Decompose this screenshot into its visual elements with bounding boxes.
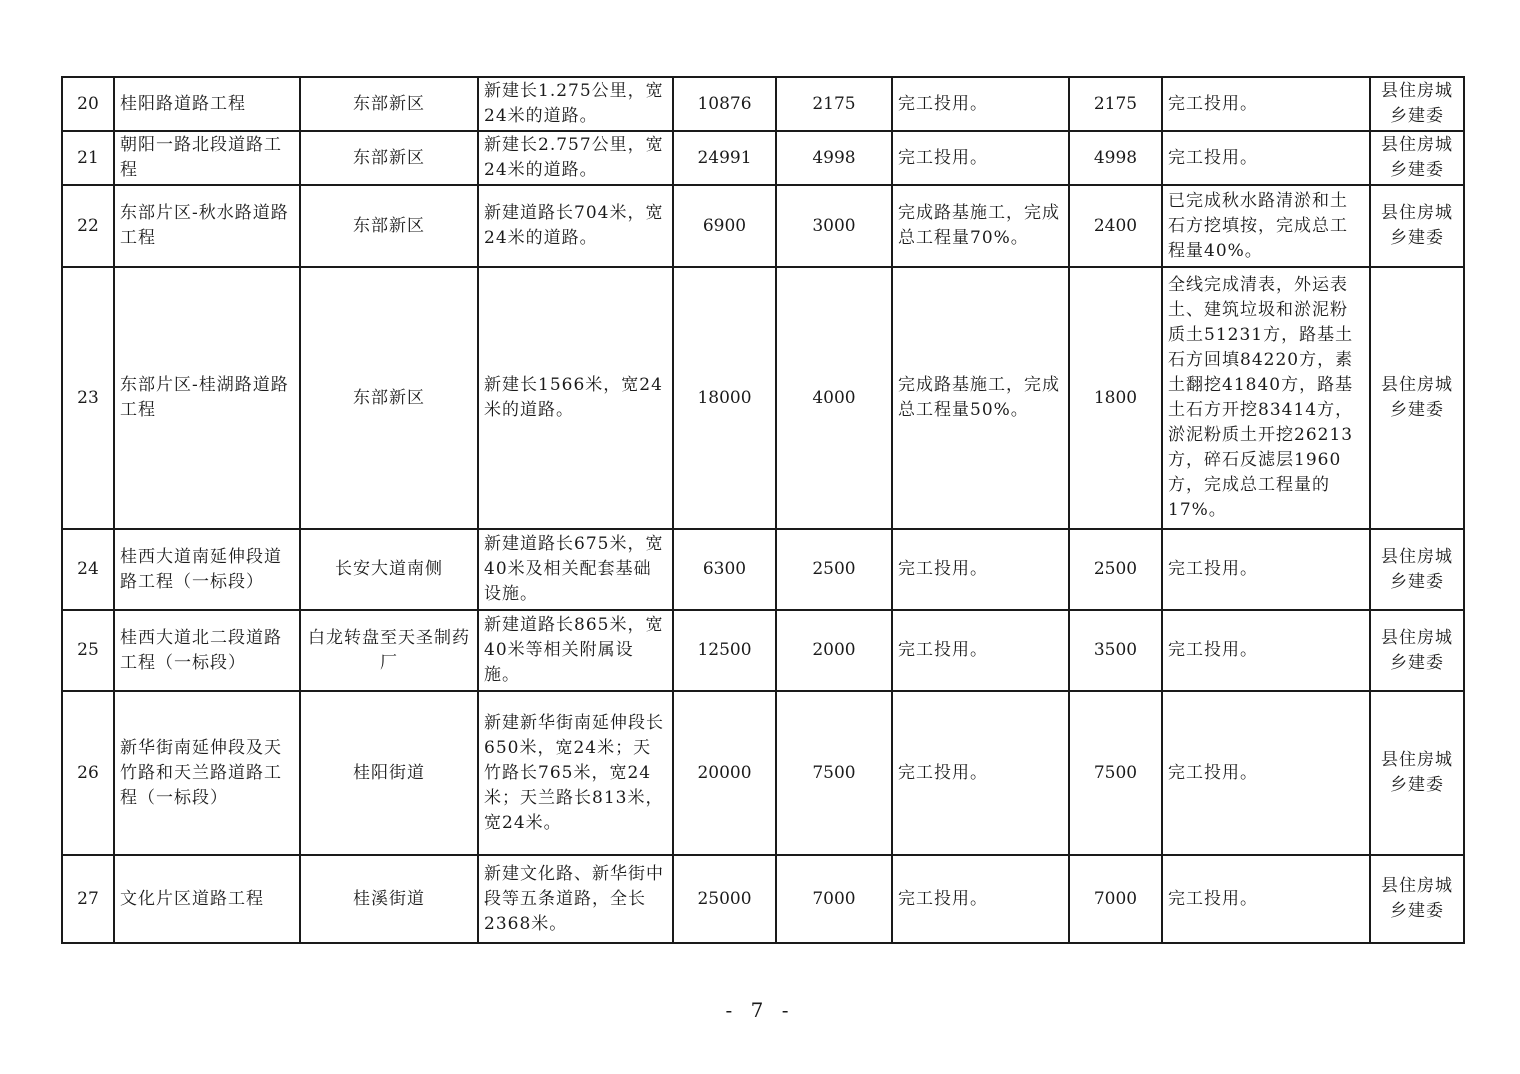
completed-investment: 7000 bbox=[1069, 855, 1162, 943]
construction-content: 新建道路长865米，宽40米等相关附属设施。 bbox=[478, 610, 673, 691]
total-investment: 18000 bbox=[673, 267, 776, 529]
project-name: 新华街南延伸段及天竹路和天兰路道路工程（一标段） bbox=[114, 691, 300, 855]
row-number: 20 bbox=[62, 77, 114, 131]
progress-description: 已完成秋水路清淤和土石方挖填按，完成总工程量40%。 bbox=[1162, 185, 1370, 267]
project-location: 东部新区 bbox=[300, 131, 478, 185]
progress-description: 完工投用。 bbox=[1162, 691, 1370, 855]
annual-plan: 7000 bbox=[776, 855, 892, 943]
project-name: 东部片区-秋水路道路工程 bbox=[114, 185, 300, 267]
project-location: 桂溪街道 bbox=[300, 855, 478, 943]
project-location: 东部新区 bbox=[300, 185, 478, 267]
progress-description: 完工投用。 bbox=[1162, 131, 1370, 185]
total-investment: 24991 bbox=[673, 131, 776, 185]
annual-target: 完工投用。 bbox=[892, 855, 1069, 943]
progress-description: 全线完成清表，外运表土、建筑垃圾和淤泥粉质土51231方，路基土石方回填84220方，素土翻挖41840方，路基土石方开挖83414方，淤泥粉质土开挖26213方，碎石反滤层1960方，完成总工程量的17%。 bbox=[1162, 267, 1370, 529]
completed-investment: 4998 bbox=[1069, 131, 1162, 185]
project-location: 东部新区 bbox=[300, 267, 478, 529]
progress-description: 完工投用。 bbox=[1162, 529, 1370, 610]
table-row bbox=[62, 691, 1464, 855]
responsible-department: 县住房城乡建委 bbox=[1370, 77, 1464, 131]
annual-target: 完工投用。 bbox=[892, 77, 1069, 131]
row-number: 23 bbox=[62, 267, 114, 529]
table-row bbox=[62, 131, 1464, 185]
annual-plan: 4998 bbox=[776, 131, 892, 185]
responsible-department: 县住房城乡建委 bbox=[1370, 610, 1464, 691]
table-row bbox=[62, 610, 1464, 691]
annual-plan: 2175 bbox=[776, 77, 892, 131]
project-name: 桂阳路道路工程 bbox=[114, 77, 300, 131]
total-investment: 20000 bbox=[673, 691, 776, 855]
responsible-department: 县住房城乡建委 bbox=[1370, 529, 1464, 610]
construction-content: 新建长1566米，宽24米的道路。 bbox=[478, 267, 673, 529]
total-investment: 6900 bbox=[673, 185, 776, 267]
annual-plan: 7500 bbox=[776, 691, 892, 855]
table-row bbox=[62, 529, 1464, 610]
project-location: 东部新区 bbox=[300, 77, 478, 131]
annual-plan: 2500 bbox=[776, 529, 892, 610]
total-investment: 25000 bbox=[673, 855, 776, 943]
project-name: 文化片区道路工程 bbox=[114, 855, 300, 943]
table-row bbox=[62, 185, 1464, 267]
row-number: 27 bbox=[62, 855, 114, 943]
project-location: 白龙转盘至天圣制药厂 bbox=[300, 610, 478, 691]
row-number: 25 bbox=[62, 610, 114, 691]
project-table bbox=[61, 76, 1465, 944]
construction-content: 新建文化路、新华街中段等五条道路，全长2368米。 bbox=[478, 855, 673, 943]
construction-content: 新建长1.275公里，宽24米的道路。 bbox=[478, 77, 673, 131]
row-number: 24 bbox=[62, 529, 114, 610]
annual-target: 完工投用。 bbox=[892, 610, 1069, 691]
table-row bbox=[62, 855, 1464, 943]
annual-target: 完成路基施工，完成总工程量50%。 bbox=[892, 267, 1069, 529]
total-investment: 6300 bbox=[673, 529, 776, 610]
annual-target: 完成路基施工，完成总工程量70%。 bbox=[892, 185, 1069, 267]
annual-plan: 2000 bbox=[776, 610, 892, 691]
progress-description: 完工投用。 bbox=[1162, 77, 1370, 131]
project-name: 朝阳一路北段道路工程 bbox=[114, 131, 300, 185]
responsible-department: 县住房城乡建委 bbox=[1370, 691, 1464, 855]
completed-investment: 2175 bbox=[1069, 77, 1162, 131]
responsible-department: 县住房城乡建委 bbox=[1370, 855, 1464, 943]
project-name: 桂西大道南延伸段道路工程（一标段） bbox=[114, 529, 300, 610]
progress-description: 完工投用。 bbox=[1162, 610, 1370, 691]
row-number: 26 bbox=[62, 691, 114, 855]
project-name: 桂西大道北二段道路工程（一标段） bbox=[114, 610, 300, 691]
annual-target: 完工投用。 bbox=[892, 131, 1069, 185]
completed-investment: 7500 bbox=[1069, 691, 1162, 855]
row-number: 21 bbox=[62, 131, 114, 185]
project-location: 长安大道南侧 bbox=[300, 529, 478, 610]
row-number: 22 bbox=[62, 185, 114, 267]
responsible-department: 县住房城乡建委 bbox=[1370, 267, 1464, 529]
table-row bbox=[62, 267, 1464, 529]
construction-content: 新建道路长675米，宽40米及相关配套基础设施。 bbox=[478, 529, 673, 610]
construction-content: 新建长2.757公里，宽24米的道路。 bbox=[478, 131, 673, 185]
annual-target: 完工投用。 bbox=[892, 529, 1069, 610]
responsible-department: 县住房城乡建委 bbox=[1370, 185, 1464, 267]
progress-description: 完工投用。 bbox=[1162, 855, 1370, 943]
responsible-department: 县住房城乡建委 bbox=[1370, 131, 1464, 185]
page-number: - 7 - bbox=[725, 998, 795, 1022]
completed-investment: 3500 bbox=[1069, 610, 1162, 691]
annual-plan: 4000 bbox=[776, 267, 892, 529]
annual-target: 完工投用。 bbox=[892, 691, 1069, 855]
project-location: 桂阳街道 bbox=[300, 691, 478, 855]
completed-investment: 2500 bbox=[1069, 529, 1162, 610]
project-name: 东部片区-桂湖路道路工程 bbox=[114, 267, 300, 529]
construction-content: 新建道路长704米，宽24米的道路。 bbox=[478, 185, 673, 267]
completed-investment: 2400 bbox=[1069, 185, 1162, 267]
construction-content: 新建新华街南延伸段长650米，宽24米；天竹路长765米，宽24米；天兰路长813米，宽24米。 bbox=[478, 691, 673, 855]
completed-investment: 1800 bbox=[1069, 267, 1162, 529]
total-investment: 10876 bbox=[673, 77, 776, 131]
table-row bbox=[62, 77, 1464, 131]
annual-plan: 3000 bbox=[776, 185, 892, 267]
total-investment: 12500 bbox=[673, 610, 776, 691]
